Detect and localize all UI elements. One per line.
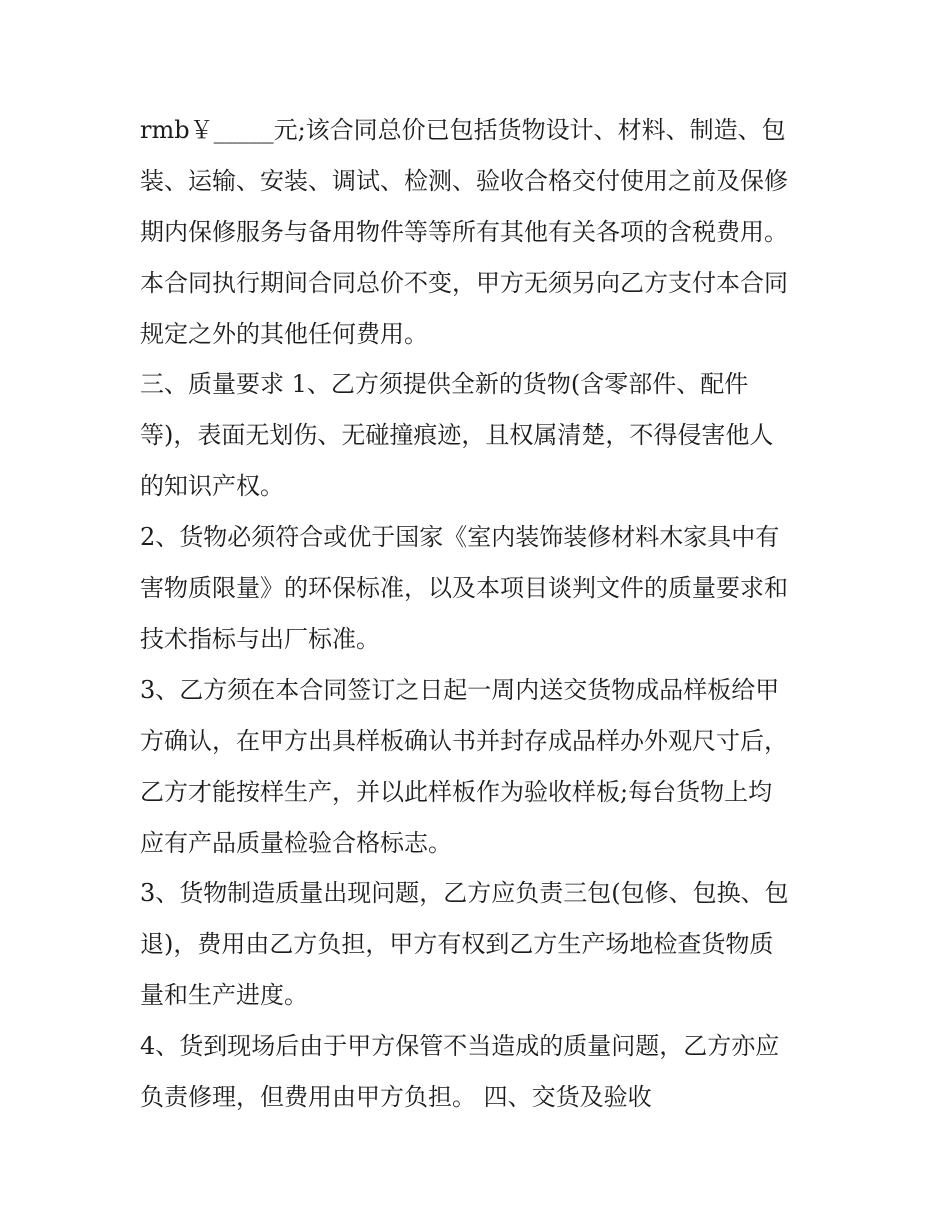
text-line: 量和生产进度。 — [140, 981, 308, 1009]
text-line: 害物质限量》的环保标准，以及本项目谈判文件的质量要求和 — [140, 574, 788, 602]
text-line: 三、质量要求 1、乙方须提供全新的货物(含零部件、配件 — [140, 370, 749, 398]
text-line: 规定之外的其他任何费用。 — [140, 320, 428, 348]
text-line: 等)，表面无划伤、无碰撞痕迹，且权属清楚，不得侵害他人 — [140, 421, 774, 449]
text-line: 方确认，在甲方出具样板确认书并封存成品样办外观尺寸后， — [140, 727, 788, 755]
text-line: 3、乙方须在本合同签订之日起一周内送交货物成品样板给甲 — [140, 676, 780, 704]
text-line: 乙方才能按样生产，并以此样板作为验收样板;每台货物上均 — [140, 778, 773, 806]
text-line: 应有产品质量检验合格标志。 — [140, 829, 452, 857]
text-line: 4、货到现场后由于甲方保管不当造成的质量问题，乙方亦应 — [140, 1032, 780, 1060]
text-line: 3、货物制造质量出现问题，乙方应负责三包(包修、包换、包 — [140, 879, 789, 907]
text-line: 期内保修服务与备用物件等等所有其他有关各项的含税费用。 — [140, 218, 788, 246]
text-line: 的知识产权。 — [140, 472, 284, 500]
text-line: 本合同执行期间合同总价不变，甲方无须另向乙方支付本合同 — [140, 269, 788, 297]
text-line: 退)，费用由乙方负担，甲方有权到乙方生产场地检查货物质 — [140, 930, 774, 958]
text-line: 2、货物必须符合或优于国家《室内装饰装修材料木家具中有 — [140, 523, 780, 551]
text-line: rmb￥_____元;该合同总价已包括货物设计、材料、制造、包 — [140, 116, 786, 144]
text-line: 负责修理，但费用由甲方负担。 四、交货及验收 — [140, 1083, 652, 1111]
text-line: 装、运输、安装、调试、检测、验收合格交付使用之前及保修 — [140, 167, 788, 195]
text-line: 技术指标与出厂标准。 — [140, 625, 380, 653]
